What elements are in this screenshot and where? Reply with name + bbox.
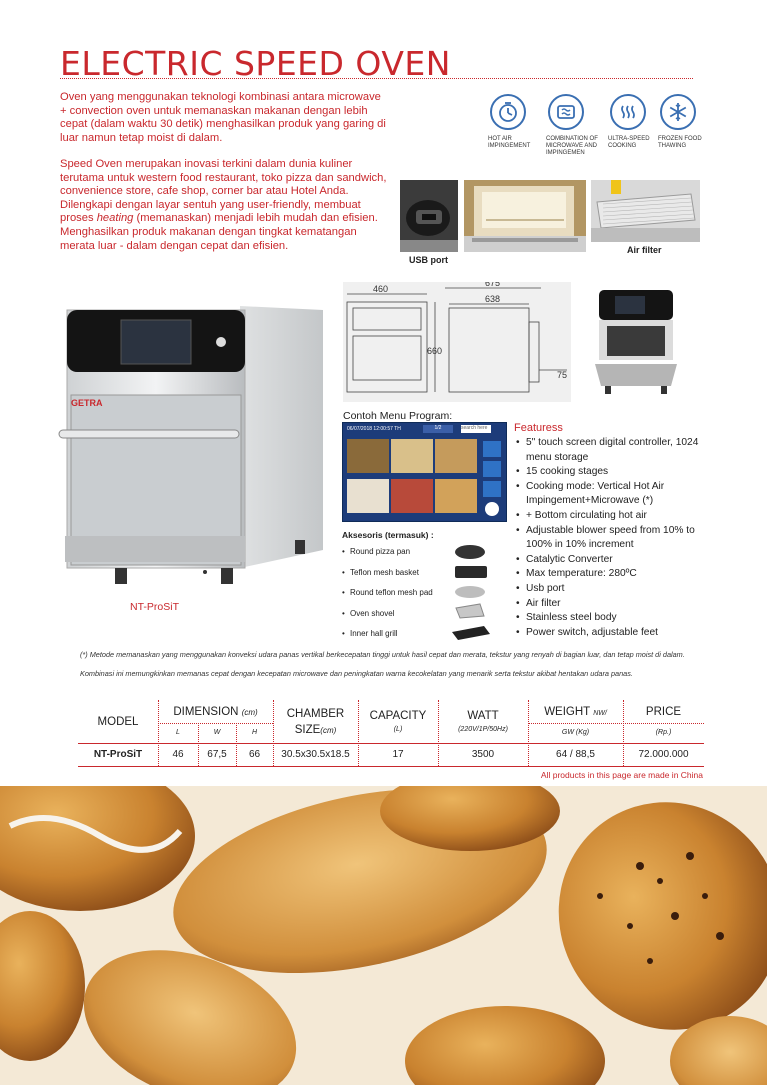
feature-item: • Max temperature: 280ºC [514,567,714,582]
feature-hot-air [488,94,544,150]
features-list [514,436,714,640]
air-filter-photo [591,180,700,242]
menu-program-label: Contoh Menu Program: [343,410,453,422]
usb-port-caption: USB port [409,255,448,265]
feature-item: • 15 cooking stages [514,465,714,480]
page-title: ELECTRIC SPEED OVEN [60,44,451,83]
header-chamber-line1: CHAMBER [286,708,345,720]
heat-waves-icon [610,94,646,130]
feature-combination [546,94,602,157]
screen-datetime: 06/07/2018 12:00:57 TH [347,426,401,432]
spec-table [78,698,704,768]
intro-paragraph-2 [60,158,390,253]
dim-inner-depth-label: 638 [485,294,501,304]
header-weight-label: WEIGHT [544,706,590,718]
air-filter-caption: Air filter [627,245,662,255]
header-dim-w: W [213,729,221,736]
row-dim-l: 46 [172,749,184,760]
row-model: NT-ProSiT [93,749,143,760]
feature-label: FROZEN FOOD THAWING [658,136,702,149]
feature-item: • Power switch, adjustable feet [514,626,714,641]
oven-product-image [55,300,330,615]
row-watt: 3500 [471,749,495,760]
feature-label: COMBINATION OF MICROWAVE AND IMPINGEMEN [546,136,598,156]
pizza-pan-image [455,545,485,559]
snowflake-icon [660,94,696,130]
intro-paragraph-1: Oven yang menggunakan teknologi kombinasi antara microwave + convection oven untuk memanaskan makanan dengan lebih cepat (dalam waktu 30 detik) menghasilkan produk yang garing di luar namun tetap moist di dalam. [60,91,386,144]
header-model: MODEL [97,716,139,728]
microwave-combination-icon [548,94,584,130]
feature-item: • Stainless steel body [514,611,714,626]
dim-height-label: 660 [427,346,443,356]
grill-image [452,626,490,640]
feature-item: • Catalytic Converter [514,553,714,568]
header-weight-sub: GW (Kg) [561,729,590,736]
header-dimension [158,706,273,718]
header-chamber-line2: SIZE [294,724,321,736]
accessory-item: • Inner hall grill [342,624,492,645]
header-watt: WATT [467,710,499,722]
row-dim-w: 67,5 [207,749,227,760]
features-title: Featuress [514,422,563,434]
feature-thawing [658,94,714,150]
dim-width-label: 460 [373,284,389,294]
row-capacity: 17 [392,749,404,760]
header-chamber [273,706,358,739]
header-dim-h: H [251,729,258,736]
feature-item: • Cooking mode: Vertical Hot Air Impingement+Microwave (*) [514,480,714,509]
accessory-item: • Oven shovel [342,604,492,625]
intro-text-b: (memanaskan) menjadi lebih mudah dan efisien. Menghasilkan produk makanan dengan tingkat kematangan merata luar - dalam dengan cepat dan efisien. [60,212,378,252]
intro-text-a: Speed Oven merupakan inovasi terkini dalam dunia kuliner terutama untuk western food restaurant, toko pizza dan sandwich, convenience store, cafe shop, corner bar atau Hotel Anda. Dilengkapi dengan layar sentuh yang user-friendly, membuat proses [60,158,387,225]
feature-item: • + Bottom circulating hot air [514,509,714,524]
feature-icons [488,94,708,164]
header-price-unit: (Rp.) [655,729,672,736]
oven-brand: GETRA [71,398,103,408]
screen-search-box: search here [461,425,491,433]
header-dimension-label: DIMENSION [173,706,239,718]
feature-label: ULTRA-SPEED COOKING [608,136,650,149]
accessory-item: • Teflon mesh basket [342,563,492,584]
pastry-photo [0,786,767,1085]
dim-depth-label: 675 [485,282,501,288]
header-capacity-unit: (L) [393,726,403,733]
dimension-drawing [343,282,571,402]
accessory-item: • Round teflon mesh pad [342,583,492,604]
feature-item: • 5" touch screen digital controller, 1024 menu storage [514,436,714,465]
title-divider [60,78,693,79]
header-chamber-unit: (cm) [320,726,337,735]
menu-program-screen [342,422,507,522]
screen-page-counter: 1/2 [423,425,453,433]
mesh-basket-image [455,566,487,578]
header-price: PRICE [645,706,682,718]
header-weight-unit: NW/ [593,710,607,717]
clock-arrow-icon [490,94,526,130]
feature-label: HOT AIR IMPINGEMENT [488,136,531,149]
footnote: (*) Metode memanaskan yang menggunakan konveksi udara panas vertikal berkecepatan tinggi untuk hasil cepat dan merata, tekstur yang renyah di bagian luar, dan tetap moist di dalam. Kombinasi ini memungkinkan memanas cepat dengan kecepatan microwave dan peningkatan warna kecokelatan yang menarik serta tekstur akibat hentakan udara panas. [80,650,685,678]
accessories-title: Aksesoris (termasuk) : [342,530,434,540]
feature-item: • Usb port [514,582,714,597]
oven-shovel-image [456,604,484,618]
row-dim-h: 66 [248,749,261,760]
oven-chamber-photo [464,180,586,252]
header-capacity: CAPACITY [369,710,427,722]
intro-emphasis: heating [96,212,134,225]
row-price: 72.000.000 [638,749,689,760]
header-watt-unit: (220V/1P/50Hz) [458,726,508,733]
accessory-item: • Round pizza pan [342,542,492,563]
oven-open-photo [595,290,677,395]
accessory-images [450,542,492,642]
made-in-note: All products in this page are made in China [540,770,703,780]
usb-port-photo [400,180,458,252]
dim-foot-label: 75 [557,370,568,380]
feature-ultra-speed [608,94,664,150]
row-weight: 64 / 88,5 [556,749,595,760]
feature-item: • Adjustable blower speed from 10% to 100% in 10% increment [514,524,714,553]
feature-item: • Air filter [514,597,714,612]
mesh-pad-image [455,586,485,598]
model-caption: NT-ProSiT [130,601,180,613]
row-chamber: 30.5x30.5x18.5 [281,749,350,760]
header-dim-l: L [176,729,180,736]
header-dimension-unit: (cm) [241,708,258,717]
header-weight [528,706,623,718]
